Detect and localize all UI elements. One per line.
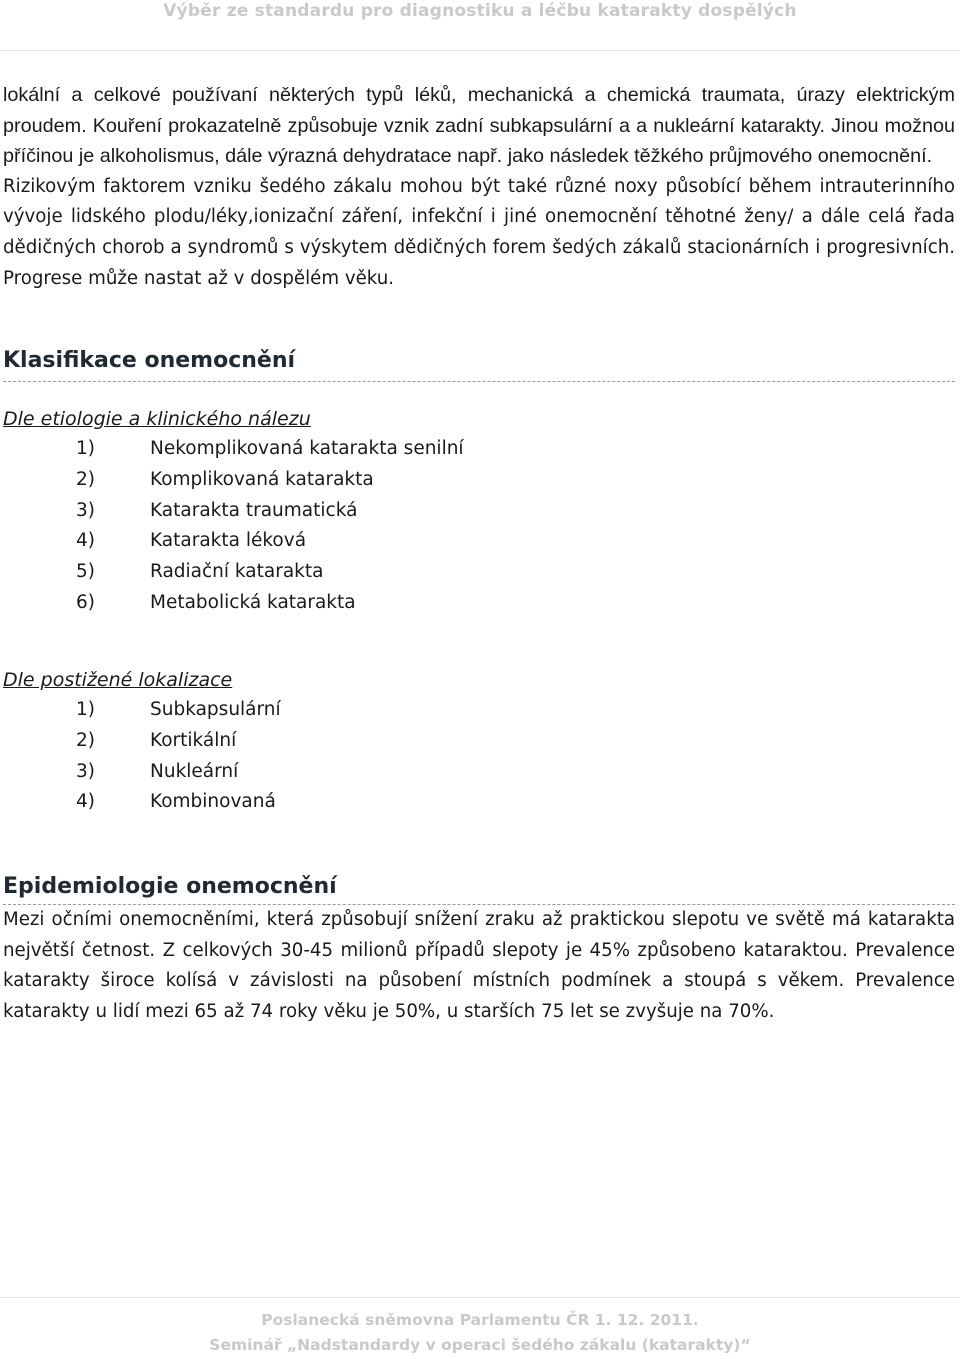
- header-divider: [0, 50, 960, 51]
- localization-list: [3, 695, 955, 818]
- footer-divider: [0, 1297, 960, 1298]
- epidemiology-heading: Epidemiologie onemocnění: [3, 874, 337, 900]
- localization-subheading: Dle postižené lokalizace: [3, 669, 233, 692]
- footer-line-2: Seminář „Nadstandardy v operaci šedého zákalu (katarakty)“: [209, 1336, 751, 1354]
- risk-factors-paragraph: Rizikovým faktorem vzniku šedého zákalu mohou být také různé noxy působící během intrauterinního vývoje lidského plodu/léky,ionizační záření, infekční i jiné onemocnění těhotné ženy/ a dále celá řada dědičných chorob a syndromů s výskytem dědičných forem šedých zákalů stacionárních i progresivních. Progrese může nastat až v dospělém věku.: [3, 175, 955, 289]
- list-item: 4) Kombinovaná: [76, 791, 276, 813]
- list-item: 3) Nukleární: [76, 760, 239, 782]
- classification-heading: Klasifikace onemocnění: [3, 348, 296, 374]
- document-body: [3, 80, 955, 1028]
- page-header: Výběr ze standardu pro diagnostiku a léčbu katarakty dospělých: [163, 1, 797, 21]
- etiology-list: [3, 434, 955, 618]
- list-item: 6) Metabolická katarakta: [76, 591, 356, 613]
- etiology-subheading: Dle etiologie a klinického nálezu: [3, 408, 311, 431]
- list-item: 2) Komplikovaná katarakta: [76, 468, 374, 490]
- list-item: 4) Katarakta léková: [76, 530, 307, 552]
- list-item: 1) Nekomplikovaná katarakta senilní: [76, 438, 464, 460]
- list-item: 3) Katarakta traumatická: [76, 499, 358, 521]
- intro-paragraph: lokální a celkové používaní některých typů léků, mechanická a chemická traumata, úrazy elektrickým proudem. Kouření prokazatelně způsobuje vznik zadní subkapsulární a a nukleární katarakty. Jinou možnou příčinou je alkoholismus, dále výrazná dehydratace např. jako následek těžkého průjmového onemocnění.: [3, 84, 955, 168]
- list-item: 1) Subkapsulární: [76, 699, 281, 721]
- list-item: 5) Radiační katarakta: [76, 560, 324, 582]
- footer-line-1: Poslanecká sněmovna Parlamentu ČR 1. 12. 2011.: [261, 1311, 699, 1329]
- page-footer: [0, 1308, 960, 1358]
- epidemiology-paragraph: Mezi očními onemocněními, která způsobují snížení zraku až praktickou slepotu ve světě má katarakta největší četnost. Z celkových 30-45 milionů případů slepoty je 45% způsobeno kataraktou. Prevalence katarakty široce kolísá v závislosti na působení místních podmínek a stoupá s věkem. Prevalence katarakty u lidí mezi 65 až 74 roky věku je 50%, u starších 75 let se zvyšuje na 70%.: [3, 909, 955, 1022]
- list-item: 2) Kortikální: [76, 730, 237, 752]
